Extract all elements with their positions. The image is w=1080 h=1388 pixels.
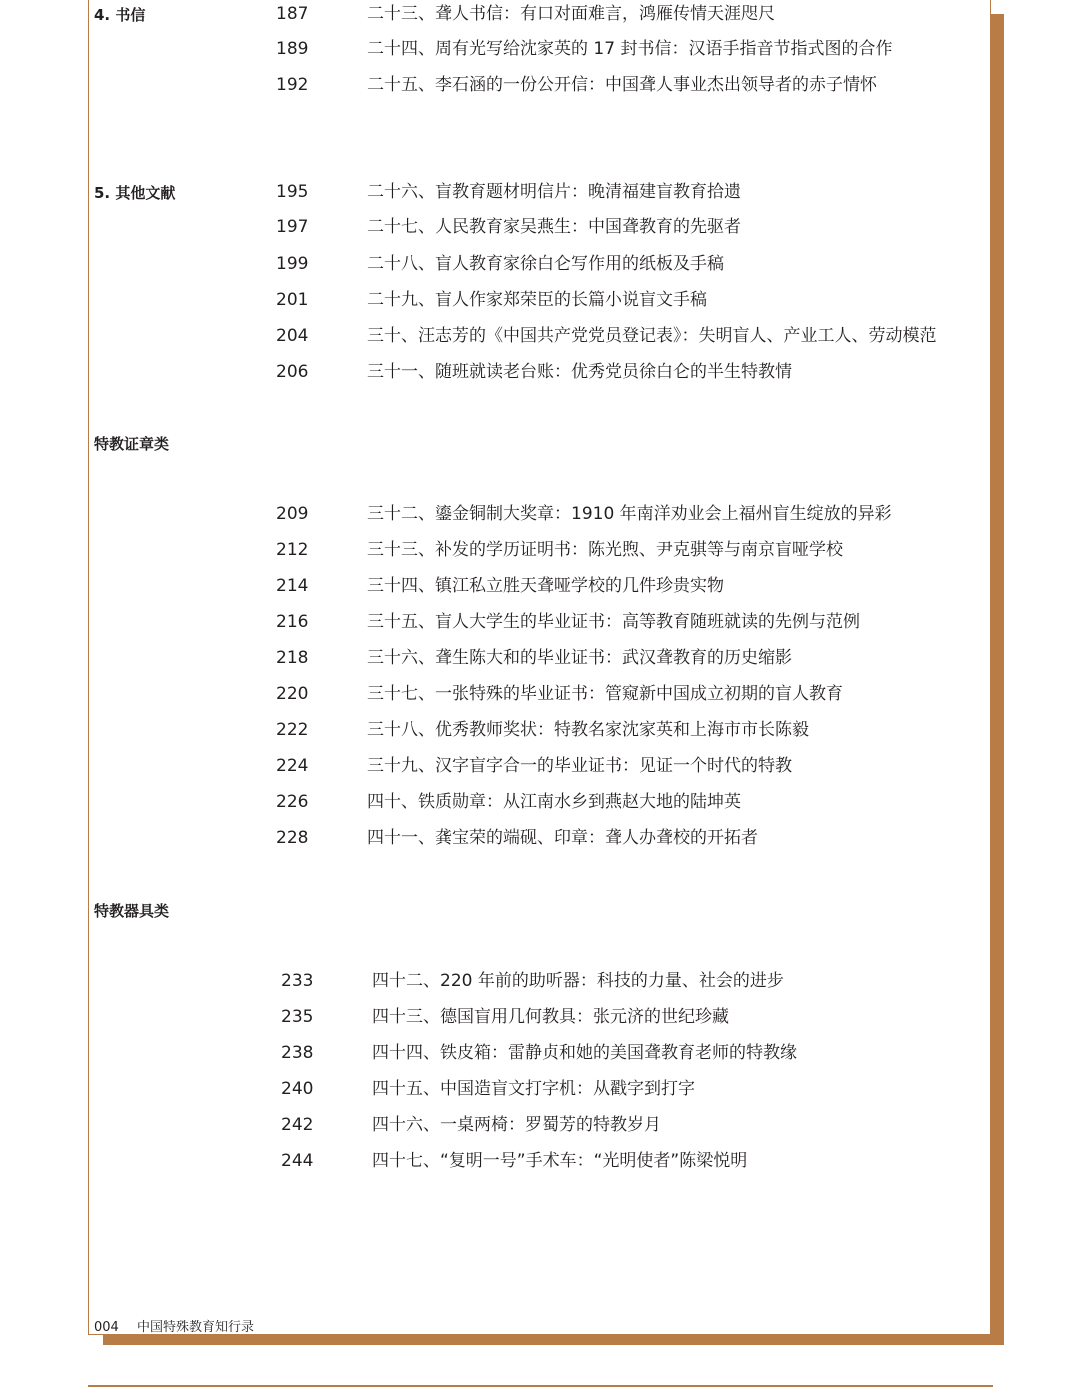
toc-page-number: 197 (276, 217, 309, 237)
toc-entry-title: 二十九、盲人作家郑荣臣的长篇小说盲文手稿 (367, 290, 707, 310)
toc-page-number: 220 (276, 684, 309, 704)
toc-page-number: 201 (276, 290, 309, 310)
section-heading-other-documents: 5. 其他文献 (94, 184, 176, 202)
toc-entry-title: 三十一、随班就读老台账：优秀党员徐白仑的半生特教情 (367, 362, 792, 382)
toc-entry-title: 四十、铁质勋章：从江南水乡到燕赵大地的陆坤英 (367, 792, 741, 812)
toc-entry-title: 三十、汪志芳的《中国共产党党员登记表》：失明盲人、产业工人、劳动模范 (367, 326, 937, 346)
page-footer (94, 1316, 254, 1335)
toc-page-number: 214 (276, 576, 309, 596)
bottom-rule (88, 1385, 993, 1387)
toc-page-number: 242 (281, 1115, 314, 1135)
toc-page-number: 204 (276, 326, 309, 346)
toc-entry-title: 三十六、聋生陈大和的毕业证书：武汉聋教育的历史缩影 (367, 648, 792, 668)
footer-book-title: 中国特殊教育知行录 (136, 1320, 254, 1335)
toc-page-number: 238 (281, 1043, 314, 1063)
section-heading-instruments: 特教器具类 (94, 902, 170, 920)
toc-entry-title: 四十一、龚宝荣的端砚、印章：聋人办聋校的开拓者 (367, 828, 758, 848)
toc-entry-title: 三十八、优秀教师奖状：特教名家沈家英和上海市市长陈毅 (367, 720, 809, 740)
toc-page-number: 224 (276, 756, 309, 776)
toc-page-number: 212 (276, 540, 309, 560)
toc-page-number: 187 (276, 4, 309, 24)
toc-entry-title: 三十二、鎏金铜制大奖章：1910 年南洋劝业会上福州盲生绽放的异彩 (367, 504, 892, 524)
toc-entry-title: 四十五、中国造盲文打字机：从戳字到打字 (372, 1079, 695, 1099)
toc-page-number: 216 (276, 612, 309, 632)
toc-entry-title: 三十七、一张特殊的毕业证书：管窥新中国成立初期的盲人教育 (367, 684, 843, 704)
section-heading-certificates-medals: 特教证章类 (94, 435, 170, 453)
toc-page-number: 192 (276, 75, 309, 95)
toc-page-number: 222 (276, 720, 309, 740)
toc-entry-title: 三十三、补发的学历证明书：陈光煦、尹克骐等与南京盲哑学校 (367, 540, 843, 560)
toc-entry-title: 二十八、盲人教育家徐白仑写作用的纸板及手稿 (367, 254, 724, 274)
section-heading-letters: 4. 书信 (94, 6, 146, 24)
toc-entry-title: 二十三、聋人书信：有口对面难言，鸿雁传情天涯咫尺 (367, 4, 775, 24)
toc-page-number: 206 (276, 362, 309, 382)
toc-page-number: 235 (281, 1007, 314, 1027)
toc-page-number: 228 (276, 828, 309, 848)
toc-entry-title: 三十四、镇江私立胜天聋哑学校的几件珍贵实物 (367, 576, 724, 596)
toc-page-number: 233 (281, 971, 314, 991)
toc-entry-title: 二十五、李石涵的一份公开信：中国聋人事业杰出领导者的赤子情怀 (367, 75, 877, 95)
toc-page-number: 240 (281, 1079, 314, 1099)
toc-page-number: 226 (276, 792, 309, 812)
toc-entry-title: 三十五、盲人大学生的毕业证书：高等教育随班就读的先例与范例 (367, 612, 860, 632)
toc-entry-title: 二十七、人民教育家吴燕生：中国聋教育的先驱者 (367, 217, 741, 237)
footer-page-number: 004 (94, 1320, 119, 1335)
toc-page-number: 199 (276, 254, 309, 274)
toc-entry-title: 二十六、盲教育题材明信片：晚清福建盲教育拾遗 (367, 182, 741, 202)
toc-page-number: 189 (276, 39, 309, 59)
toc-page-number: 244 (281, 1151, 314, 1171)
toc-entry-title: 四十七、“复明一号”手术车：“光明使者”陈梁悦明 (372, 1151, 748, 1171)
toc-page-number: 218 (276, 648, 309, 668)
toc-entry-title: 四十六、一桌两椅：罗蜀芳的特教岁月 (372, 1115, 661, 1135)
toc-entry-title: 二十四、周有光写给沈家英的 17 封书信：汉语手指音节指式图的合作 (367, 39, 893, 59)
toc-page-number: 195 (276, 182, 309, 202)
toc-page-number: 209 (276, 504, 309, 524)
toc-entry-title: 四十三、德国盲用几何教具：张元济的世纪珍藏 (372, 1007, 729, 1027)
toc-entry-title: 三十九、汉字盲字合一的毕业证书：见证一个时代的特教 (367, 756, 792, 776)
toc-entry-title: 四十四、铁皮箱：雷静贞和她的美国聋教育老师的特教缘 (372, 1043, 797, 1063)
toc-entry-title: 四十二、220 年前的助听器：科技的力量、社会的进步 (372, 971, 784, 991)
